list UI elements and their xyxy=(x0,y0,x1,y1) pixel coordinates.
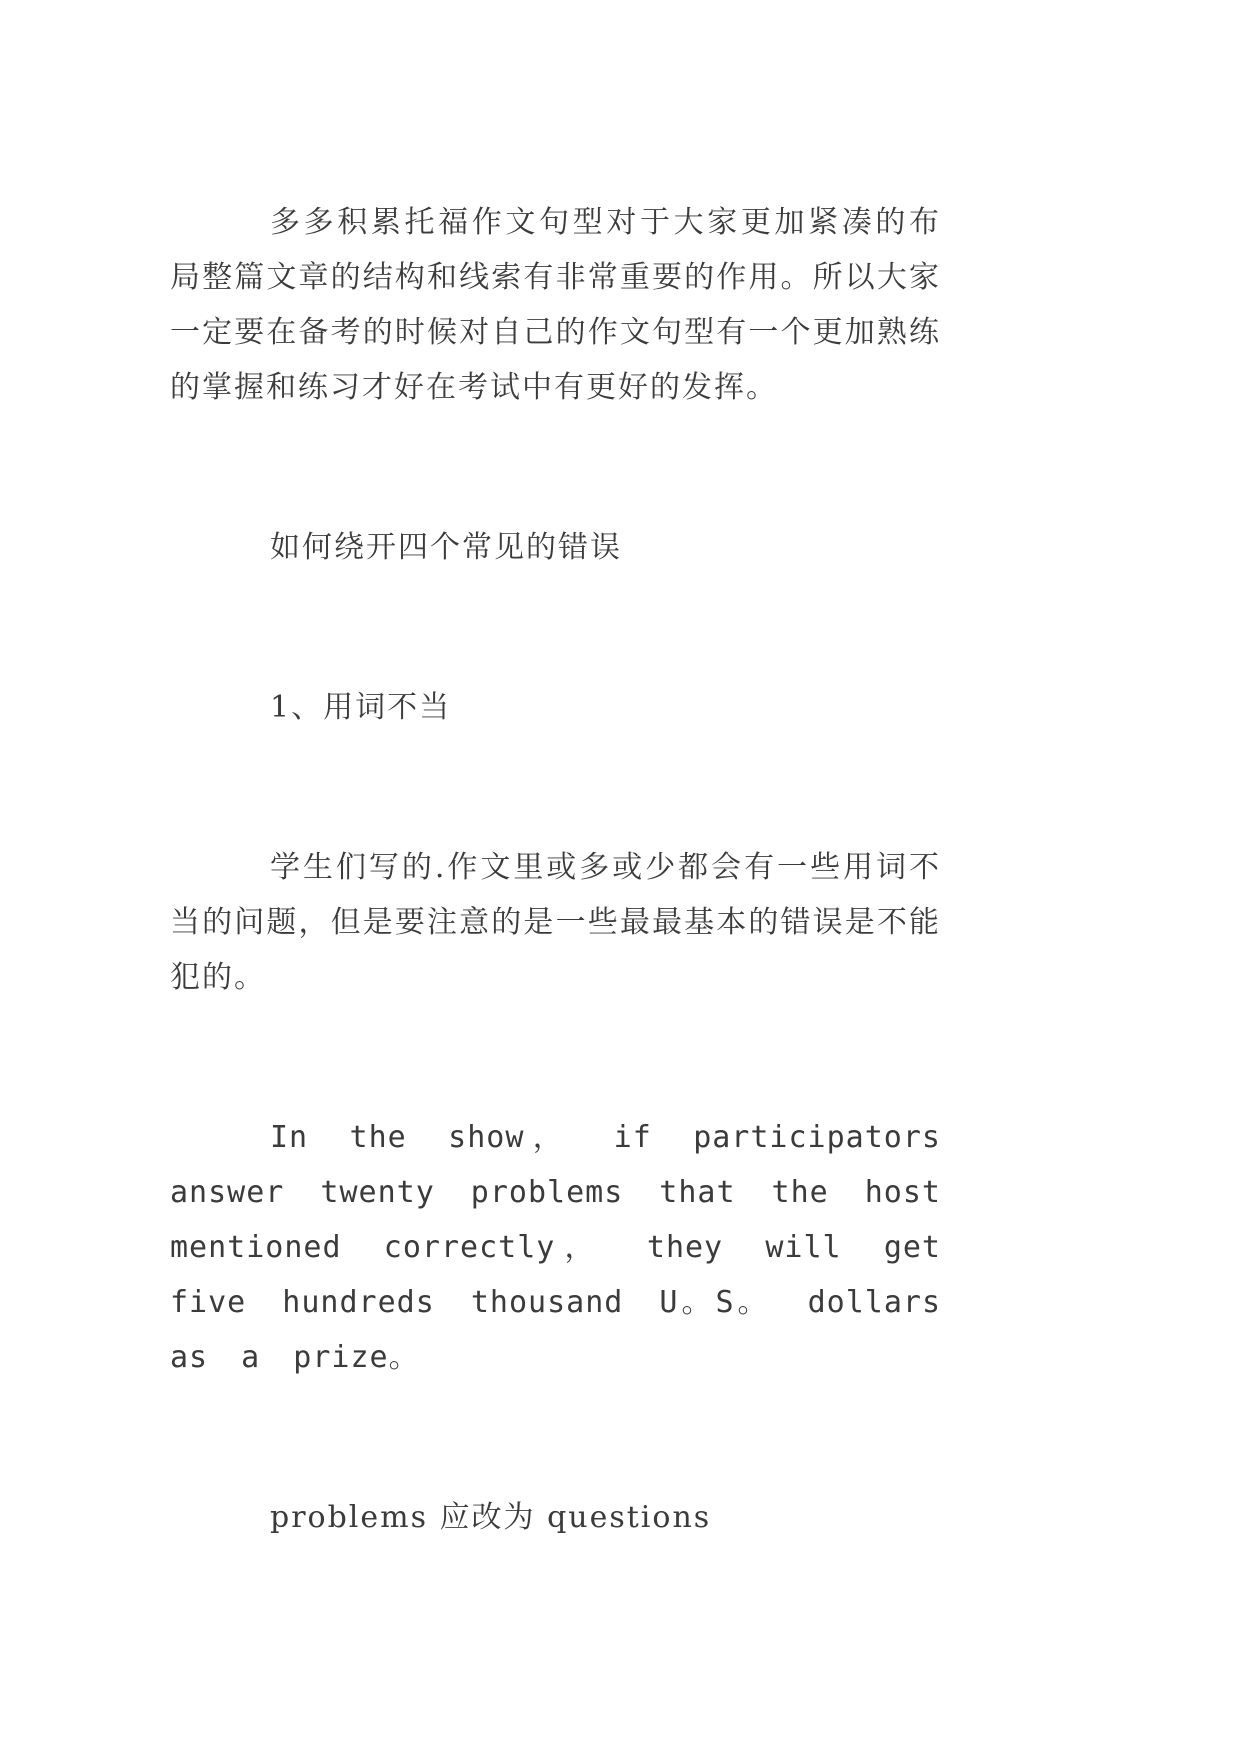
paragraph-english-example: In the show， if participators answer twenty problems that the host mentioned correctly， they will get five hundreds thousand U。S。 dollars as a prize。 xyxy=(170,1120,941,1375)
paragraph-section-heading: 如何绕开四个常见的错误 xyxy=(270,530,622,565)
paragraph-intro: 多多积累托福作文句型对于大家更加紧凑的布局整篇文章的结构和线索有非常重要的作用。所以大家一定要在备考的时候对自己的作文句型有一个更加熟练的掌握和练习才好在考试中有更好的发挥。 xyxy=(170,205,941,405)
paragraph-correction-note: problems 应改为 questions xyxy=(270,1500,712,1535)
paragraph-explanation: 学生们写的.作文里或多或少都会有一些用词不当的问题，但是要注意的是一些最最基本的错误是不能犯的。 xyxy=(170,850,941,995)
paragraph-list-item-1: 1、用词不当 xyxy=(270,690,452,725)
